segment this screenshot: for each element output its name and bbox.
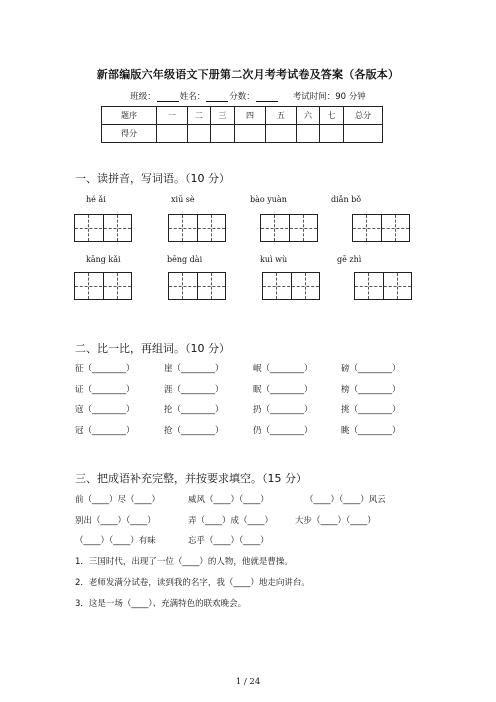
score-header-cell: 三 [211, 107, 235, 125]
compare-item[interactable]: 眠（________） [253, 385, 313, 395]
writing-grid[interactable] [352, 214, 410, 242]
pinyin-label: xiū sè [171, 195, 195, 204]
score-cell[interactable] [235, 125, 266, 143]
compare-item[interactable]: 冠（________） [75, 426, 135, 436]
score-header-cell: 七 [320, 107, 344, 125]
compare-item[interactable]: 证（________） [75, 385, 135, 395]
section2-heading: 二、比一比，再组词。（10 分） [75, 342, 230, 355]
writing-grid[interactable] [74, 272, 132, 300]
pinyin-label: bào yuàn [250, 195, 287, 204]
score-row-label: 得分 [102, 125, 157, 143]
idiom-item[interactable]: 别出（____）（____） [75, 516, 156, 526]
compare-item[interactable]: 涯（________） [164, 385, 224, 395]
compare-item[interactable]: 磅（________） [341, 364, 401, 374]
pinyin-label: bēng dài [167, 255, 203, 264]
writing-grid[interactable] [74, 214, 132, 242]
compare-item[interactable]: 仍（________） [253, 426, 313, 436]
score-cell[interactable] [344, 125, 383, 143]
compare-item[interactable]: 扔（________） [253, 405, 313, 415]
score-header-cell: 五 [266, 107, 297, 125]
compare-item[interactable]: 榜（________） [341, 385, 401, 395]
pinyin-label: kāng kǎi [86, 255, 121, 264]
score-blank [256, 92, 278, 102]
compare-item[interactable]: 抡（________） [164, 405, 224, 415]
class-blank [157, 92, 179, 102]
idiom-item[interactable]: 弄（____）成（____） [188, 516, 274, 526]
score-label: 分数： [229, 92, 255, 102]
score-header-cell: 总分 [344, 107, 383, 125]
score-cell[interactable] [157, 125, 188, 143]
score-table-score-row [102, 125, 383, 143]
score-cell[interactable] [211, 125, 235, 143]
score-cell[interactable] [297, 125, 320, 143]
compare-item[interactable]: 征（________） [75, 364, 135, 374]
score-cell[interactable] [266, 125, 297, 143]
score-header-cell: 一 [157, 107, 188, 125]
score-cell[interactable] [188, 125, 211, 143]
name-label: 姓名： [179, 92, 206, 102]
question-3[interactable]: 3．这是一场（____）、充满特色的联欢晚会。 [75, 599, 247, 609]
idiom-item[interactable]: 威风（____）（____） [188, 495, 269, 505]
writing-grid[interactable] [260, 214, 318, 242]
compare-item[interactable]: 抢（________） [164, 426, 224, 436]
compare-item[interactable]: 寇（________） [75, 405, 135, 415]
score-header-cell: 题序 [102, 107, 157, 125]
writing-grid[interactable] [262, 272, 320, 300]
name-blank [206, 92, 228, 102]
score-cell[interactable] [320, 125, 344, 143]
score-header-cell: 四 [235, 107, 266, 125]
page-number: 1 / 24 [235, 677, 261, 687]
writing-grid[interactable] [168, 214, 226, 242]
compare-item[interactable]: 岷（________） [253, 364, 313, 374]
section3-heading: 三、把成语补充完整，并按要求填空。（15 分） [75, 472, 307, 485]
idiom-item[interactable]: 忘乎（____）（____） [188, 536, 269, 546]
idiom-item[interactable]: 前（____）尽（____） [75, 495, 161, 505]
class-label: 班级： [130, 92, 156, 102]
writing-grid[interactable] [354, 272, 412, 300]
compare-item[interactable]: 崖（________） [164, 364, 224, 374]
document-title: 新部编版六年级语文下册第二次月考考试卷及答案（各版本） [96, 68, 400, 81]
idiom-item[interactable]: （____）（____）有味 [75, 536, 156, 546]
pinyin-label: diǎn bǒ [331, 195, 362, 204]
idiom-item[interactable]: 大步（____）（____） [295, 516, 376, 526]
question-2[interactable]: 2．老师发满分试卷，读到我的名字，我（____）地走向讲台。 [75, 578, 310, 588]
pinyin-label: hé ǎi [86, 195, 106, 204]
idiom-item[interactable]: （____）（____）风云 [305, 495, 386, 505]
section1-heading: 一、读拼音，写词语。（10 分） [75, 172, 230, 185]
score-header-cell: 二 [188, 107, 211, 125]
pinyin-label: kuì wù [260, 255, 288, 264]
score-table-header-row [102, 107, 383, 125]
time-label: 考试时间：90 分钟 [292, 92, 366, 102]
pinyin-label: gē zhì [337, 255, 362, 264]
question-1[interactable]: 1．三国时代，出现了一位（____）的人物，他就是曹操。 [75, 557, 293, 567]
compare-item[interactable]: 眺（________） [341, 426, 401, 436]
score-header-cell: 六 [297, 107, 320, 125]
writing-grid[interactable] [168, 272, 226, 300]
score-table [101, 106, 383, 143]
student-info-line [0, 90, 496, 102]
compare-item[interactable]: 挑（________） [341, 405, 401, 415]
